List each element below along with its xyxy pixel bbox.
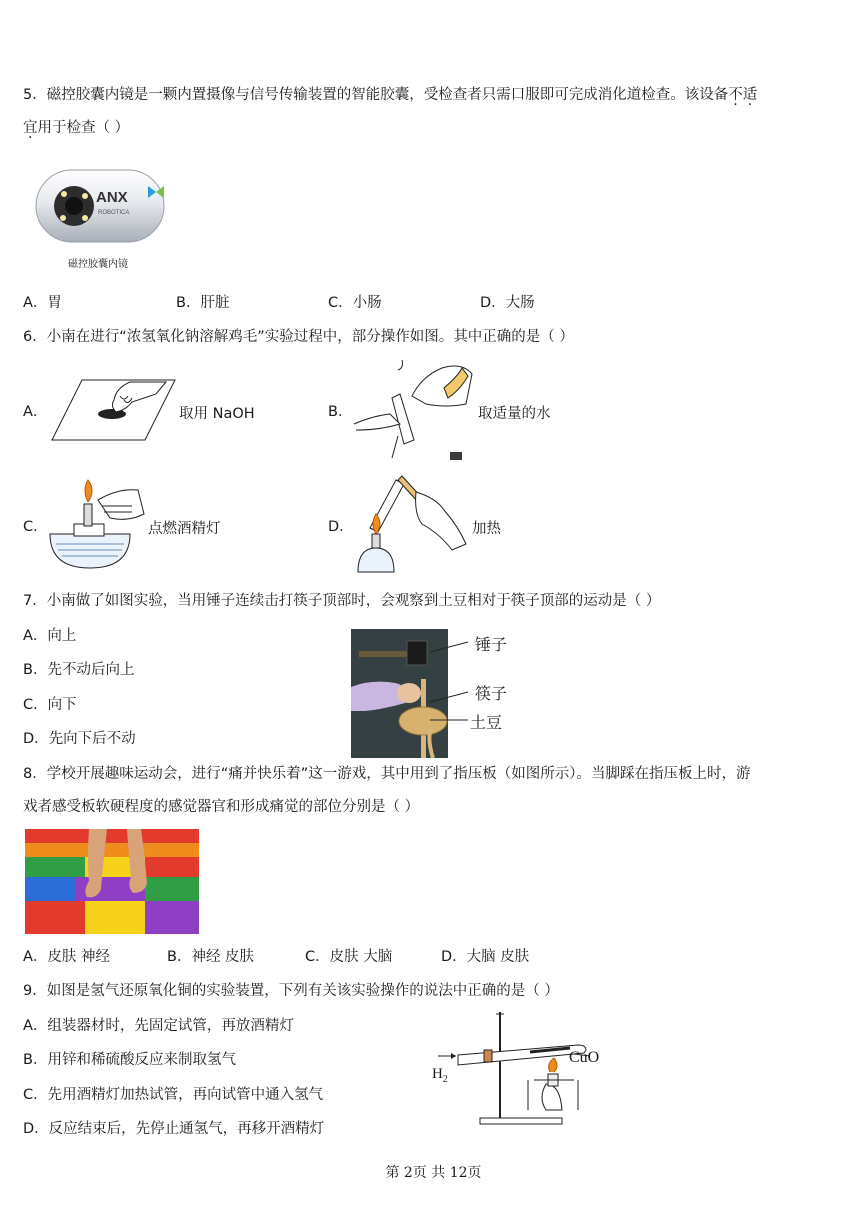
q5-option-c[interactable]: C．小肠 <box>328 295 382 311</box>
q5-stem-text: 用于检查（ ） <box>37 120 130 136</box>
q8-option-b[interactable]: B．神经 皮肤 <box>167 949 255 965</box>
q6-label-d: 加热 <box>472 521 501 537</box>
q7-leader-lines <box>430 630 470 740</box>
light-alcohol-lamp-image <box>46 478 148 573</box>
q5-option-a[interactable]: A．胃 <box>23 295 62 311</box>
q5-stem-line1 <box>23 85 757 105</box>
q7-option-b[interactable]: B．先不动后向上 <box>23 662 135 678</box>
label-cuo: CuO <box>569 1049 600 1066</box>
q5-option-d[interactable]: D．大肠 <box>480 295 535 311</box>
q9-option-c[interactable]: C．先用酒精灯加热试管，再向试管中通入氢气 <box>23 1087 324 1103</box>
q8-option-a[interactable]: A．皮肤 神经 <box>23 949 111 965</box>
q8-option-d[interactable]: D．大脑 皮肤 <box>441 949 530 965</box>
q8-stem-line2: 戏者感受板软硬程度的感觉器官和形成痛觉的部位分别是（ ） <box>23 799 420 815</box>
q6-label-b: 取适量的水 <box>478 406 551 422</box>
q8-stem-line1: 8．学校开展趣味运动会，进行“痛并快乐着”这一游戏，其中用到了指压板（如图所示）。当脚踩在指压板上时，游 <box>23 766 751 782</box>
q6-option-c-letter[interactable]: C． <box>23 519 48 535</box>
label-hammer: 锤子 <box>475 635 508 654</box>
emphasis-char: 不 <box>728 87 743 103</box>
page-footer: 第 2页 共 12页 <box>385 1165 482 1181</box>
label-h2-text: H <box>432 1066 443 1082</box>
q6-label-a: 取用 NaOH <box>179 406 255 422</box>
capsule-logo: ANX <box>96 189 128 206</box>
hydrogen-reduction-apparatus <box>430 1010 610 1128</box>
label-h2-subscript: 2 <box>442 1074 448 1085</box>
q7-option-c[interactable]: C．向下 <box>23 697 77 713</box>
emphasis-char: 宜 <box>23 120 38 136</box>
q7-stem: 7．小南做了如图实验，当用锤子连续击打筷子顶部时，会观察到土豆相对于筷子顶部的运动是（ ） <box>23 593 661 609</box>
q9-option-b[interactable]: B．用锌和稀硫酸反应来制取氢气 <box>23 1052 236 1068</box>
label-h2 <box>432 1066 448 1085</box>
heating-test-tube-image <box>352 472 472 580</box>
q6-option-a-letter[interactable]: A． <box>23 404 48 420</box>
take-naoh-image <box>50 372 180 447</box>
q8-option-c[interactable]: C．皮肤 大脑 <box>305 949 393 965</box>
label-potato: 土豆 <box>470 713 503 732</box>
acupressure-board-image <box>25 829 199 934</box>
q5-stem-line2 <box>23 118 129 138</box>
label-chopstick: 筷子 <box>475 684 508 703</box>
q7-option-a[interactable]: A．向上 <box>23 628 77 644</box>
capsule-logo-sub: ROBOTICA <box>98 210 130 216</box>
q9-stem: 9．如图是氢气还原氧化铜的实验装置，下列有关该实验操作的说法中正确的是（ ） <box>23 983 559 999</box>
q6-option-b-letter[interactable]: B． <box>328 404 353 420</box>
q9-option-d[interactable]: D．反应结束后，先停止通氢气，再移开酒精灯 <box>23 1121 325 1137</box>
emphasis-char: 适 <box>742 87 758 103</box>
take-water-image <box>352 358 477 463</box>
capsule-endoscope-image <box>30 162 170 274</box>
q6-label-c: 点燃酒精灯 <box>148 521 221 537</box>
capsule-caption: 磁控胶囊内镜 <box>68 259 128 270</box>
q5-option-b[interactable]: B．肝脏 <box>176 295 230 311</box>
q7-option-d[interactable]: D．先向下后不动 <box>23 731 136 747</box>
q6-option-d-letter[interactable]: D． <box>328 519 354 535</box>
q6-stem: 6．小南在进行“浓氢氧化钠溶解鸡毛”实验过程中，部分操作如图。其中正确的是（ ） <box>23 329 574 345</box>
q5-stem-text: 5．磁控胶囊内镜是一颗内置摄像与信号传输装置的智能胶囊，受检查者只需口服即可完成消化道检查。该设备 <box>23 87 729 103</box>
q9-option-a[interactable]: A．组装器材时，先固定试管，再放酒精灯 <box>23 1018 294 1034</box>
